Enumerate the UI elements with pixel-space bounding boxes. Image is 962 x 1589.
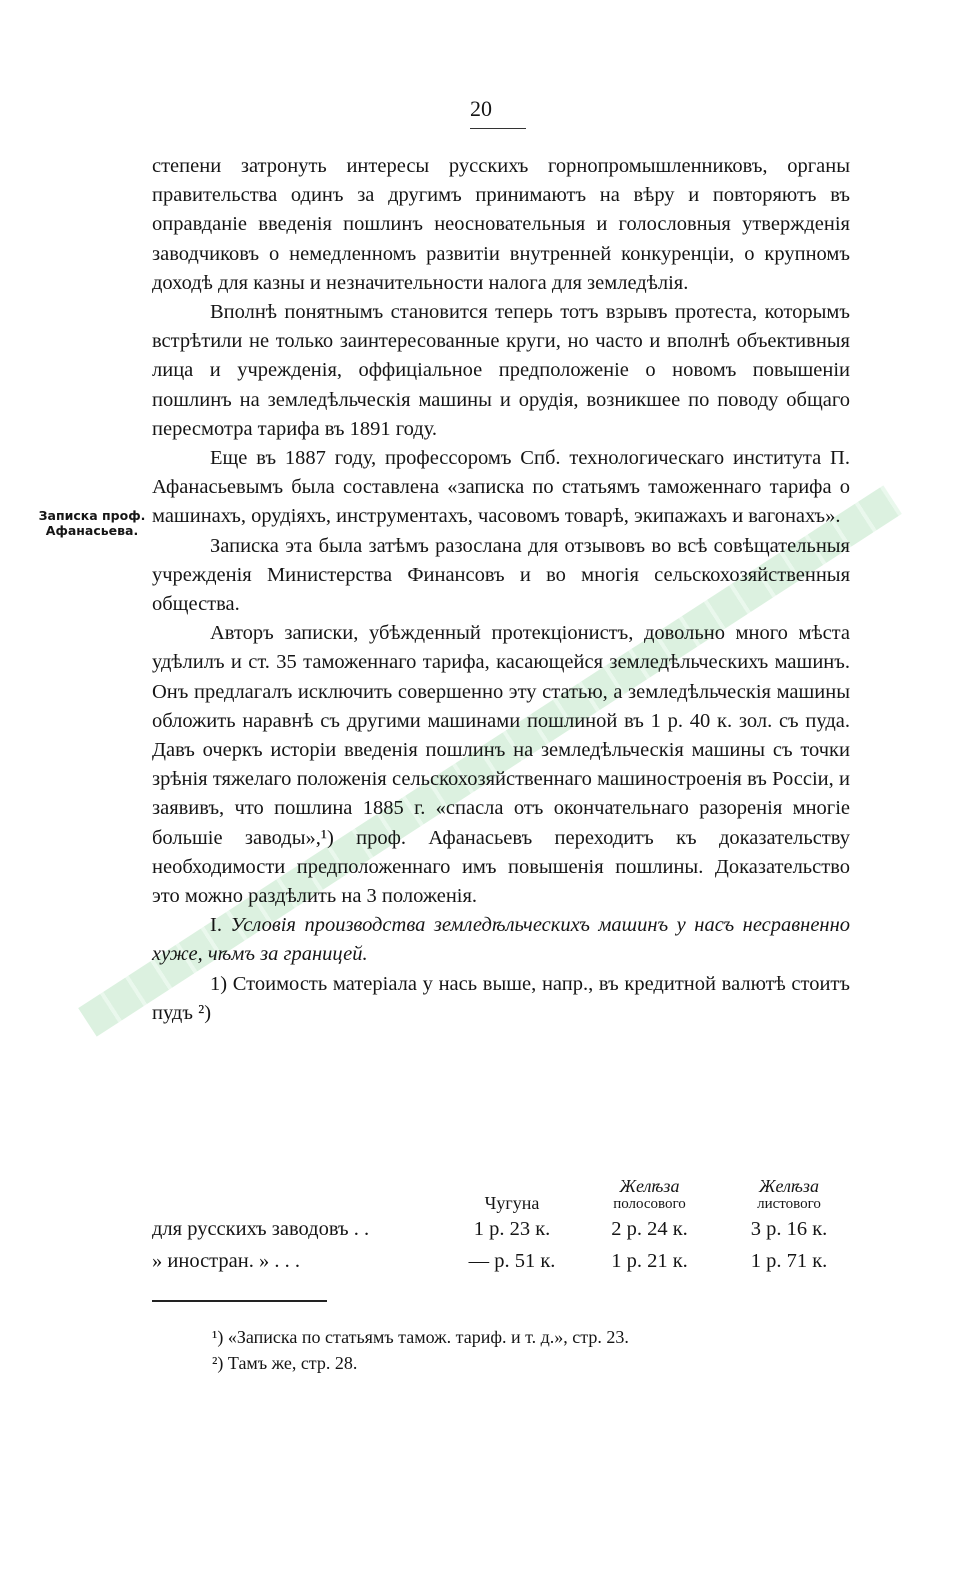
price-table-header xyxy=(152,1176,856,1213)
margin-note-line-1: Записка проф. xyxy=(38,508,146,523)
page-number-rule xyxy=(470,128,526,129)
point-1: 1) Стоимость матеріала у нась выше, напр., въ кредитной валютѣ стоитъ пудъ ²) xyxy=(152,972,850,1024)
thesis-paragraph xyxy=(152,911,850,969)
table-row xyxy=(152,1245,856,1277)
header-strip-iron: Желѣза полосового xyxy=(613,1176,686,1212)
footnote-1: ¹) «Записка по статьямъ тамож. тариф. и т. д.», стр. 23. xyxy=(212,1327,629,1347)
cell: 3 р. 16 к. xyxy=(750,1217,828,1240)
cell: — р. 51 к. xyxy=(468,1249,556,1272)
paragraph-5: Авторъ записки, убѣжденный протекціонистъ, довольно много мѣста удѣлилъ и ст. 35 таможеннаго тарифа, касающейся земледѣльческихъ машинъ. Онъ предлагалъ исключить совершенно эту статью, а земледѣльческія машины обложить наравнѣ съ другими машинами пошлиной въ 1 р. 40 к. зол. съ пуда. Давъ очеркъ исторіи введенія пошлинъ на земледѣльческія машины съ точки зрѣнія тяжелаго положенія сельскохозяйственнаго машиностроенія въ Россіи, и заявивъ, что пошлина 1885 г. «спасла отъ окончательнаго разоренія многіе большіе заводы»,¹) проф. Афанасьевъ переходитъ къ доказательству необходимости предположеннаго имъ повышенія пошлины. Доказательство это можно раздѣлить на 3 положенія. xyxy=(152,622,850,908)
cell: 1 р. 23 к. xyxy=(473,1217,551,1240)
paragraph-2: Вполнѣ понятнымъ становится теперь тотъ взрывъ протеста, которымъ встрѣтили не только заинтересованные круги, но часто и вполнѣ объективныя лица и учрежденія, оффиціальное предположеніе о новомъ повышеніи пошлинъ на земледѣльческія машины и орудія, возникшее по поводу общаго пересмотра тарифа въ 1891 году. xyxy=(152,301,850,440)
paragraph-3: Еще въ 1887 году, профессоромъ Спб. технологическаго института П. Афанасьевымъ была составлена «записка по статьямъ таможеннаго тарифа о машинахъ, орудіяхъ, инструментахъ, часовомъ товарѣ, экипажахъ и вагонахъ». xyxy=(152,447,850,528)
header-sheet-iron: Желѣза листового xyxy=(757,1176,821,1212)
row-label: » иностран. » . . . xyxy=(152,1249,300,1272)
page-number: 20 xyxy=(470,96,492,121)
table-row xyxy=(152,1213,856,1245)
price-table xyxy=(152,1176,856,1277)
footnote-rule xyxy=(152,1300,327,1302)
paragraph-4: Записка эта была затѣмъ разослана для отзывовъ во всѣ совѣщательныя учрежденія Министерства Финансовъ и во многія сельскохозяйственныя общества. xyxy=(152,534,850,616)
cell: 1 р. 71 к. xyxy=(750,1249,828,1272)
row-label: для русскихъ заводовъ . . xyxy=(152,1217,370,1240)
cell: 2 р. 24 к. xyxy=(611,1217,688,1240)
main-text xyxy=(152,152,850,1028)
margin-note-line-2: Афанасьева. xyxy=(45,523,139,538)
cell: 1 р. 21 к. xyxy=(611,1249,688,1272)
margin-note xyxy=(28,508,156,538)
thesis-text: Условія производства земледѣльческихъ машинъ у насъ несравненно хуже, чѣмъ за границей. xyxy=(152,914,851,966)
thesis-number: I. xyxy=(210,914,222,937)
header-cast-iron: Чугуна xyxy=(484,1193,540,1213)
footnote-2: ²) Тамъ же, стр. 28. xyxy=(212,1353,358,1373)
footnotes xyxy=(212,1324,629,1376)
paragraph-1: степени затронуть интересы русскихъ горнопромышленниковъ, органы правительства одинъ за другимъ принимаютъ на вѣру и повторяютъ въ оправданіе введенія пошлинъ неосновательныя и голословныя утвержденія заводчиковъ о немедленномъ развитіи внутренней конкуренціи, о крупномъ доходѣ для казны и незначительности налога для земледѣлія. xyxy=(152,155,850,294)
